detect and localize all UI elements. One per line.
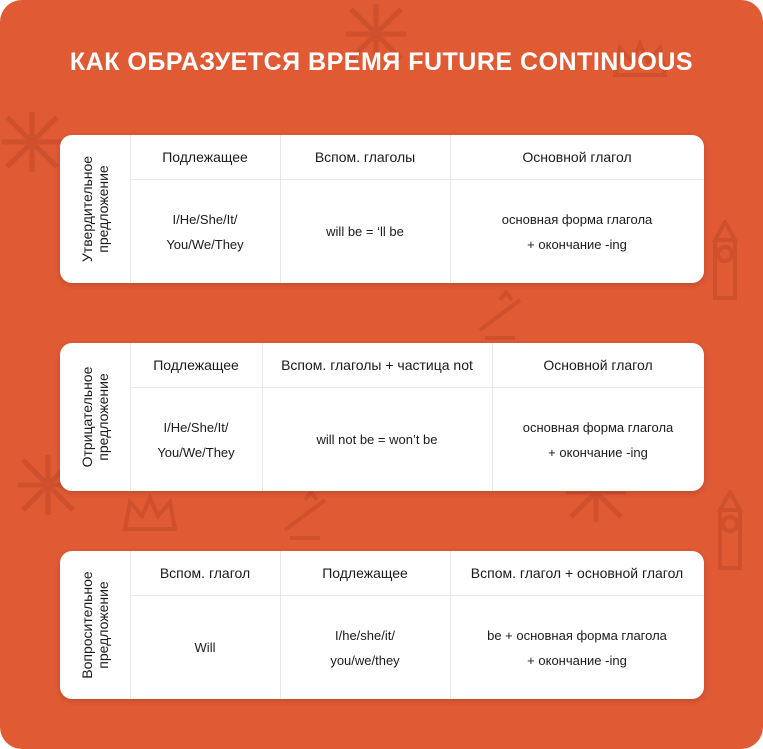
table — [130, 551, 704, 699]
cell-line: основная форма глагола — [522, 419, 674, 435]
column-header: Основной глагол — [543, 357, 653, 373]
cell-line: will be = ‘ll be — [326, 224, 404, 239]
cell-line: основная форма глагола — [501, 211, 653, 227]
cell-line: + окончание -ing — [527, 236, 627, 252]
cell-line: I/He/She/It/ — [163, 419, 229, 435]
side-label-line: предложение — [95, 373, 111, 461]
big-ben-icon — [700, 220, 750, 300]
column-header: Вспом. глагол + основной глагол — [470, 565, 684, 581]
cell-line: will not be = won’t be — [316, 432, 438, 447]
british-flag-icon — [2, 112, 62, 172]
table-column — [262, 343, 492, 491]
interrogative-card — [60, 551, 704, 699]
card-side-label — [60, 343, 130, 491]
table-column — [492, 343, 704, 491]
table-column — [450, 551, 704, 699]
table-cell — [130, 596, 280, 699]
statue-of-liberty-icon — [470, 290, 530, 340]
table-cell — [280, 180, 450, 283]
cell-line: + окончание -ing — [527, 652, 627, 668]
table-column — [280, 135, 450, 283]
column-header: Вспом. глаголы + частица not — [281, 357, 473, 373]
table-cell — [262, 388, 492, 491]
table-column — [130, 343, 262, 491]
side-label-line: Вопросительное — [79, 571, 95, 679]
card-side-label — [60, 551, 130, 699]
column-header: Подлежащее — [162, 149, 248, 165]
negative-card — [60, 343, 704, 491]
big-ben-icon — [705, 490, 755, 570]
table — [130, 343, 704, 491]
cell-line: + окончание -ing — [548, 444, 648, 460]
cell-line: I/He/She/It/ — [172, 211, 238, 227]
cell-line: be + основная форма глагола — [487, 627, 667, 643]
column-header: Вспом. глаголы — [314, 149, 416, 165]
column-header: Подлежащее — [322, 565, 408, 581]
side-label-line: Утвердительное — [79, 155, 95, 263]
cell-line: You/We/They — [166, 236, 244, 252]
table-cell — [450, 596, 704, 699]
table-column — [450, 135, 704, 283]
table-cell — [492, 388, 704, 491]
table-column — [130, 551, 280, 699]
page-title: КАК ОБРАЗУЕТСЯ ВРЕМЯ FUTURE CONTINUOUS — [69, 48, 694, 76]
side-label-line: Отрицательное — [79, 366, 95, 468]
cell-line: Will — [194, 640, 216, 655]
table — [130, 135, 704, 283]
table-column — [130, 135, 280, 283]
cell-line: You/We/They — [157, 444, 235, 460]
table-cell — [130, 180, 280, 283]
cell-line: you/we/they — [330, 652, 400, 668]
table-cell — [130, 388, 262, 491]
column-header: Вспом. глагол — [159, 565, 251, 581]
table-column — [280, 551, 450, 699]
card-side-label — [60, 135, 130, 283]
crown-icon — [120, 494, 180, 534]
cell-line: I/he/she/it/ — [335, 627, 395, 643]
side-label-line: предложение — [95, 165, 111, 253]
side-label-line: предложение — [95, 581, 111, 669]
table-cell — [280, 596, 450, 699]
table-cell — [450, 180, 704, 283]
statue-of-liberty-icon — [275, 490, 335, 540]
column-header: Подлежащее — [153, 357, 239, 373]
affirmative-card — [60, 135, 704, 283]
column-header: Основной глагол — [522, 149, 632, 165]
